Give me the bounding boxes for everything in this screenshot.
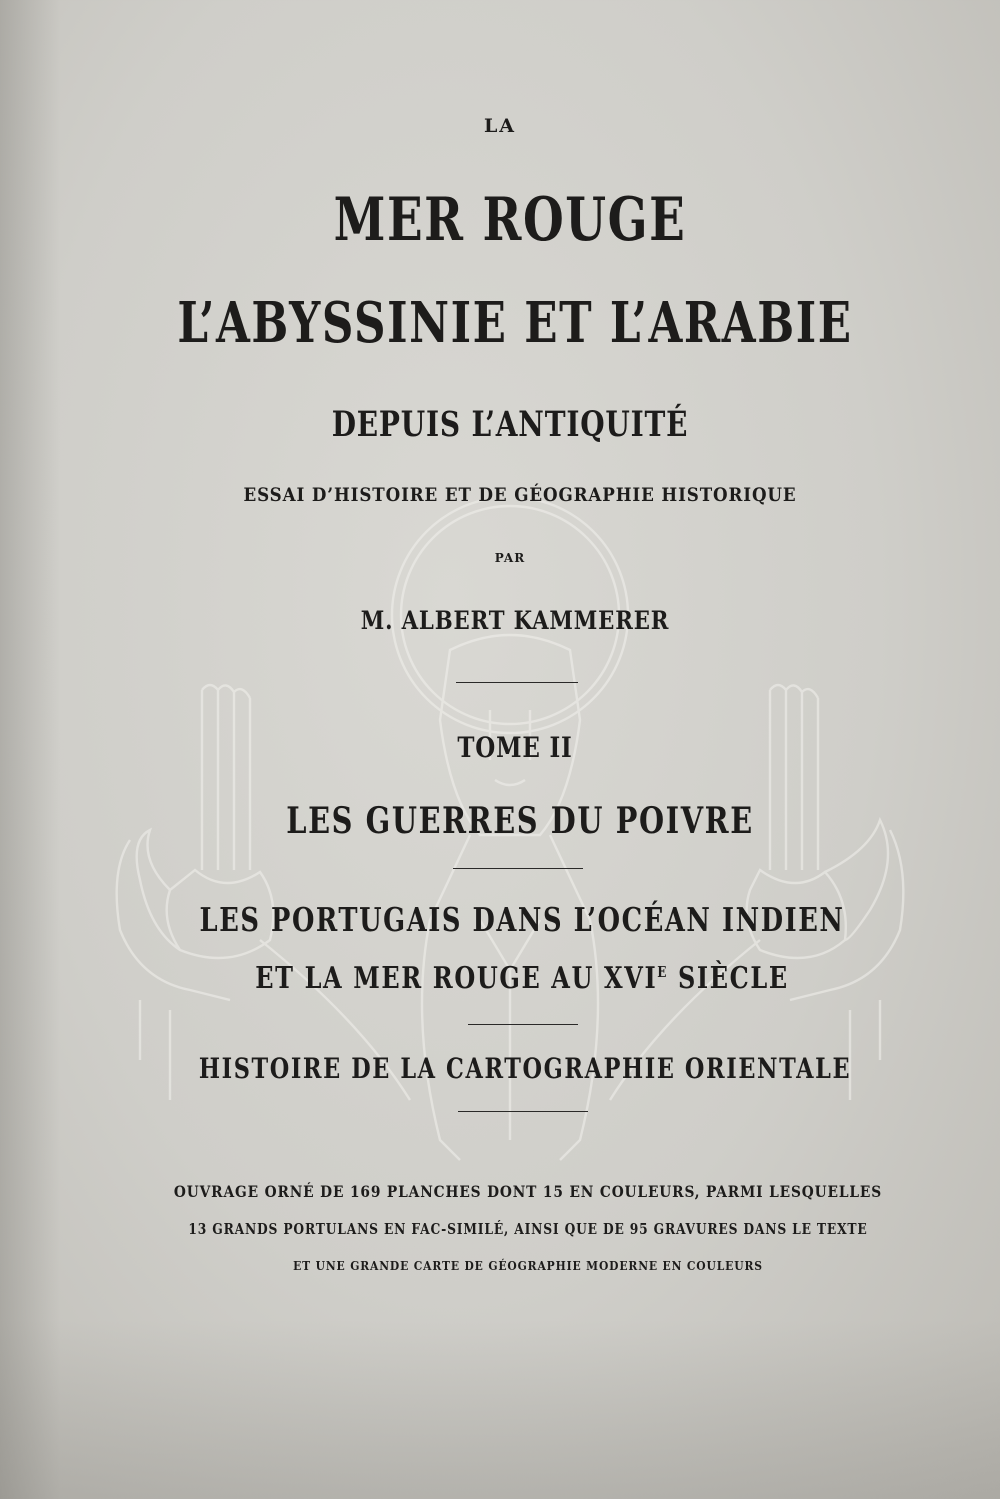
title-line-3: DEPUIS L’ANTIQUITÉ [331,404,689,445]
divider-3 [468,1024,578,1025]
part1-line-2-main: ET LA MER ROUGE AU XVI [255,961,658,996]
divider-1 [456,682,578,683]
page-shadow-bottom [0,1319,1000,1499]
note-line-3: ET UNE GRANDE CARTE DE GÉOGRAPHIE MODERNE EN COULEURS [293,1258,763,1273]
part1-line-2 [122,961,922,996]
century-superscript: E [657,963,669,981]
title-article: LA [483,115,517,137]
author: M. ALBERT KAMMERER [360,606,670,635]
divider-4 [458,1111,588,1112]
part1-line-2-tail: SIÈCLE [668,961,789,996]
part1-line-1: LES PORTUGAIS DANS L’OCÉAN INDIEN [199,900,845,939]
note-line-2: 13 GRANDS PORTULANS EN FAC-SIMILÉ, AINSI QUE DE 95 GRAVURES DANS LE TEXTE [188,1220,868,1238]
note-line-1: OUVRAGE ORNÉ DE 169 PLANCHES DONT 15 EN COULEURS, PARMI LESQUELLES [173,1182,883,1201]
volume: TOME II [457,731,573,764]
part2: HISTOIRE DE LA CARTOGRAPHIE ORIENTALE [198,1052,852,1085]
volume-title: LES GUERRES DU POIVRE [286,800,754,842]
title-line-2: L’ABYSSINIE ET L’ARABIE [177,290,853,356]
subtitle: ESSAI D’HISTOIRE ET DE GÉOGRAPHIE HISTORIQUE [243,484,797,506]
page-shadow-left [0,0,60,1499]
title-line-1: MER ROUGE [333,185,687,255]
divider-2 [453,868,583,869]
by-label: PAR [494,551,526,565]
